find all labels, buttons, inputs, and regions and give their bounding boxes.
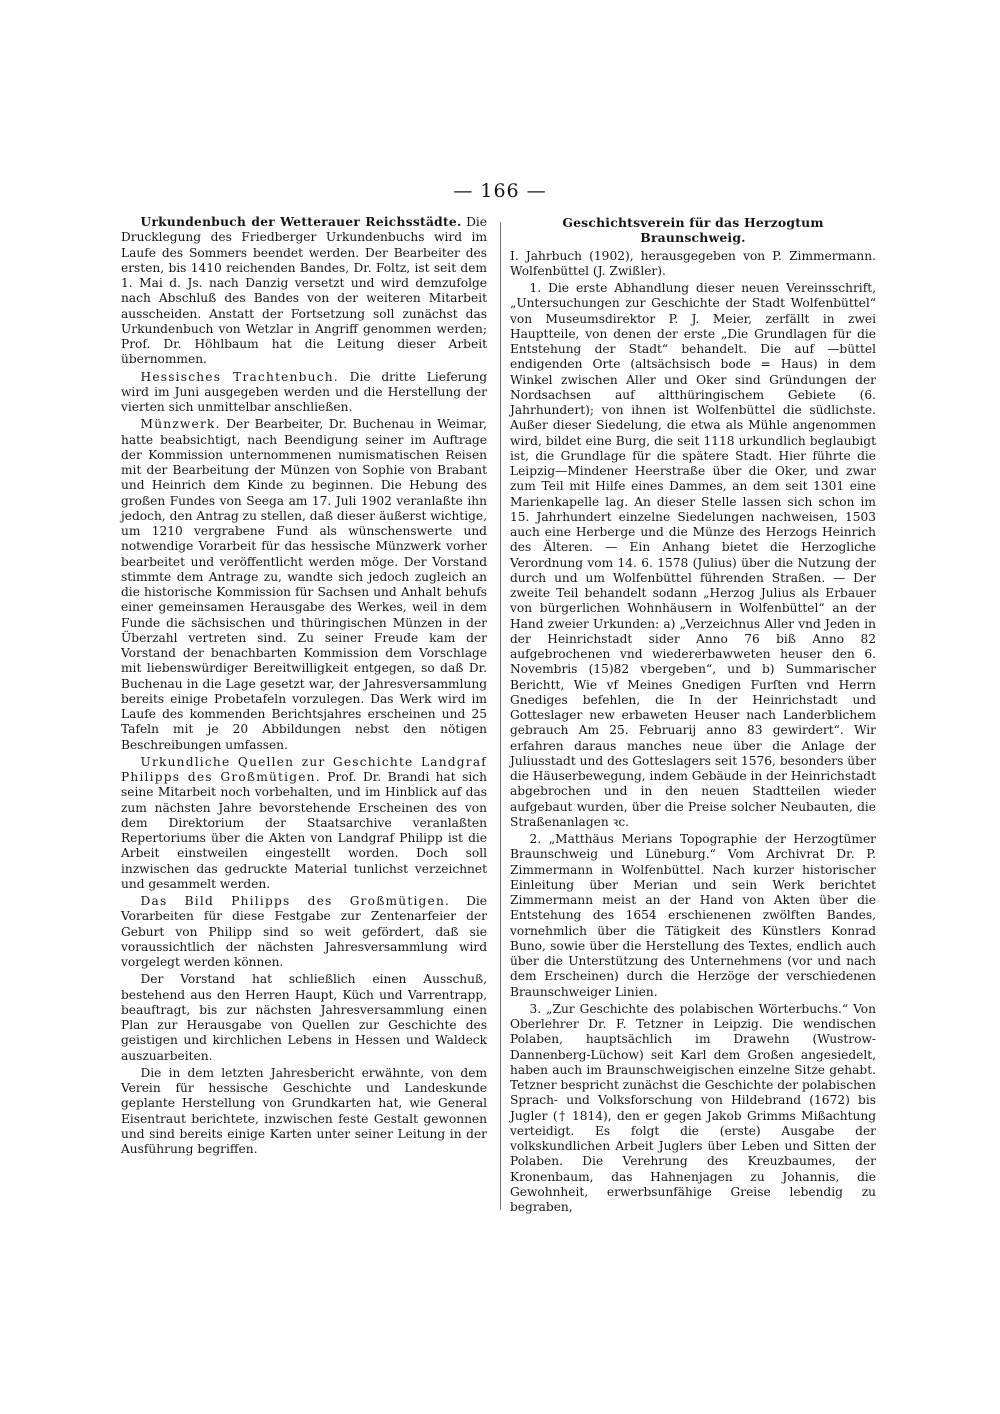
paragraph-text: Der Vorstand hat schließlich einen Ausschuß, bestehend aus den Herren Haupt, Küch und Varrentrapp, beauftragt, bis zur nächsten Jahresversammlung einen Plan zur Herausgabe von Quellen zur Geschichte des geistigen und kirchlichen Lebens in Hessen und Waldeck auszuarbeiten. xyxy=(121,972,487,1063)
right-paragraph xyxy=(510,281,876,830)
left-paragraph xyxy=(121,755,487,892)
paragraph-heading: Urkundenbuch der Wetterauer Reichsstädte. xyxy=(140,215,462,229)
right-paragraph xyxy=(510,249,876,280)
paragraph-text: I. Jahrbuch (1902), herausgegeben von P. Zimmermann. Wolfenbüttel (J. Zwißler). xyxy=(510,248,876,278)
left-paragraph xyxy=(121,894,487,970)
right-column-body xyxy=(510,249,876,1216)
left-paragraph xyxy=(121,417,487,753)
paragraph-heading: Hessisches Trachtenbuch. xyxy=(140,369,339,384)
paragraph-text: 1. Die erste Abhandlung dieser neuen Vereinsschrift, „Untersuchungen zur Geschichte der Stadt Wolfenbüttel“ von Museumsdirektor P. J. Meier, zerfällt in zwei Hauptteile, von denen der erste „Die Grundlagen für die Entstehung der Stadt“ behandelt. Die auf —büttel endigenden Orte (altsächsisch bode = Haus) in dem Winkel zwischen Aller und Oker sind Gründungen der Nordsachsen auf altthüringischem Gebiete (6. Jahrhundert); von ihnen ist Wolfenbüttel die südlichste. Außer dieser Siedelung, die etwa als Mühle angenommen wird, bildet eine Burg, die seit 1118 urkundlich beglaubigt ist, die Grundlage für die spätere Stadt. Hier führte die Leipzig—Mindener Heerstraße über die Oker, und zwar zum Teil mit Hilfe eines Dammes, an dem seit 1301 eine Marienkapelle lag. An dieser Stelle lassen sich schon im 15. Jahrhundert einzelne Siedelungen nachweisen, 1503 auch eine Herberge und die Münze des Herzogs Heinrich des Älteren. — Ein Anhang bietet die Herzogliche Verordnung vom 14. 6. 1578 (Julius) über die Nutzung der durch und um Wolfenbüttel führenden Straßen. — Der zweite Teil behandelt sodann „Herzog Julius als Erbauer von bürgerlichen Wohnhäusern in Wolfenbüttel“ an der Hand zweier Urkunden: a) „Verzeichnus Aller vnd Jeden in der Heinrichstadt sider Anno 76 biß Anno 82 aufgebrochenen vnd wiedererbawweten heuser den 6. Novembris (15)82 vbergeben“, und b) Summarischer Berichtt, Wie vf Meines Gnedigen Furſten vnd Herrn Gnediges befehlen, die In der Heinrichstadt und Gotteslager new erbaweten Heuser nach Landerblichem gebrauch Am 25. Februarij anno 83 gewirdert“. Wir erfahren daraus manches neue über die Anlage der Juliusstadt und des Gotteslagers seit 1576, besonders über die Häuserbewegung, indem Gebäude in der Heinrichstadt abgebrochen und in den neuen Stadtteilen wieder aufgebaut wurden, über die Preise solcher Neubauten, die Straßenanlagen ꝛc. xyxy=(510,281,876,829)
paragraph-text: Prof. Dr. Brandi hat sich seine Mitarbeit noch vorbehalten, und im Hinblick auf das zum nächsten Jahre bevorstehende Erscheinen des von dem Direktorium der Staatsarchive veranlaßten Repertoriums über die Akten von Landgraf Philipp ist die Arbeit einstweilen eingestellt worden. Doch soll inzwischen das gedruckte Material tunlichst verzeichnet und gesammelt werden. xyxy=(121,770,487,891)
paragraph-heading: Urkundliche Quellen zur Geschichte Landgraf Philipps des Großmütigen. xyxy=(121,754,487,784)
left-paragraph xyxy=(121,215,487,368)
left-paragraph xyxy=(121,370,487,416)
right-paragraph xyxy=(510,832,876,1000)
right-column xyxy=(510,215,876,1217)
paragraph-text: 3. „Zur Geschichte des polabischen Wörterbuchs.“ Von Oberlehrer Dr. F. Tetzner in Leipzig. Die wendischen Polaben, hauptsächlich im Drawehn (Wustrow-Dannenberg-Lüchow) seit Karl dem Großen angesiedelt, haben auch im Braunschweigischen einzelne Sitze gehabt. Tetzner bespricht zunächst die Geschichte der polabischen Sprach- und Volksforschung von Hildebrand (1672) bis Jugler († 1814), den er gegen Jakob Grimms Mißachtung verteidigt. Es folgt die (erste) Ausgabe der volkskundlichen Arbeit Juglers über Leben und Sitten der Polaben. Die Verehrung des Kreuzbaumes, der Kronenbaum, das Hahnenjagen zu Johannis, die Gewohnheit, erwerbsunfähige Greise lebendig zu begraben, xyxy=(510,1001,876,1214)
paragraph-text: Die Drucklegung des Friedberger Urkundenbuchs wird im Laufe des Sommers beendet werden. Der Bearbeiter des ersten, bis 1410 reichenden Bandes, Dr. Foltz, ist seit dem 1. Mai d. Js. nach Danzig versetzt und wird demzufolge nach Abschluß des Bandes von der weiteren Mitarbeit ausscheiden. Anstatt der Fortsetzung soll zunächst das Urkundenbuch von Wetzlar in Angriff genommen werden; Prof. Dr. Höhlbaum hat die Leitung dieser Arbeit übernommen. xyxy=(121,215,487,367)
left-paragraph xyxy=(121,972,487,1064)
right-paragraph xyxy=(510,1002,876,1216)
paragraph-text: 2. „Matthäus Merians Topographie der Herzogtümer Braunschweig und Lüneburg.“ Vom Archivrat Dr. P. Zimmermann in Wolfenbüttel. Nach kurzer historischer Einleitung über Merian und sein Werk berichtet Zimmermann meist an der Hand von Akten über die Entstehung des 1654 erschienenen zwölften Bandes, vornehmlich über die Tätigkeit des Künstlers Konrad Buno, sowie über die Herstellung des Textes, endlich auch über die Unterstützung des Unternehmens (vor und nach dem Erscheinen) durch die Herzöge der verschiedenen Braunschweiger Linien. xyxy=(510,832,876,999)
paragraph-heading: Das Bild Philipps des Großmütigen. xyxy=(140,894,451,908)
paragraph-text: Die Vorarbeiten für diese Festgabe zur Zentenarfeier der Geburt von Philipp sind so weit gefördert, daß sie voraussichtlich der nächsten Jahresversammlung wird vorgelegt werden können. xyxy=(121,894,487,969)
paragraph-heading: Münzwerk. xyxy=(140,417,221,432)
paragraph-text: Der Bearbeiter, Dr. Buchenau in Weimar, hatte beabsichtigt, nach Beendigung seiner im Auftrage der Kommission unternommenen numismatischen Reisen mit der Bearbeitung der Münzen von Sophie von Brabant und Heinrich dem Kinde zu beginnen. Die Hebung des großen Fundes von Seega am 17. Juli 1902 veranlaßte ihn jedoch, den Antrag zu stellen, daß dieser äußerst wichtige, um 1210 vergrabene Fund als wünschenswerte und notwendige Vorarbeit für das hessische Münzwerk vorher bearbeitet und veröffentlicht werden möge. Der Vorstand stimmte dem Antrage zu, wandte sich jedoch zugleich an die historische Kommission für Sachsen und Anhalt behufs einer gemeinsamen Herausgabe des Werkes, weil in dem Funde die sächsischen und thüringischen Münzen in der Überzahl vertreten sind. Zu seiner Freude kam der Vorstand der benachbarten Kommission dem Vorschlage mit liebenswürdiger Bereitwilligkeit entgegen, so daß Dr. Buchenau in die Lage gesetzt war, der Jahresversammlung bereits einige Probetafeln vorzulegen. Das Werk wird im Laufe des kommenden Berichtsjahres erscheinen und 25 Tafeln mit je 20 Abbildungen nebst den nötigen Beschreibungen umfassen. xyxy=(121,417,487,752)
left-column xyxy=(121,215,487,1159)
left-paragraph xyxy=(121,1066,487,1158)
paragraph-text: Die dritte Lieferung wird im Juni ausgegeben werden und die Herstellung der vierten sich unmittelbar anschließen. xyxy=(121,369,487,414)
section-heading: Geschichtsverein für das Herzogtum Braunschweig. xyxy=(562,215,824,246)
page-number: — 166 — xyxy=(453,180,547,202)
paragraph-text: Die in dem letzten Jahresbericht erwähnte, von dem Verein für hessische Geschichte und Landeskunde geplante Herstellung von Grundkarten hat, wie General Eisentraut berichtete, inzwischen feste Gestalt gewonnen und sind bereits einige Karten unter seiner Leitung in der Ausführung begriffen. xyxy=(121,1065,487,1156)
column-divider xyxy=(500,222,501,1210)
